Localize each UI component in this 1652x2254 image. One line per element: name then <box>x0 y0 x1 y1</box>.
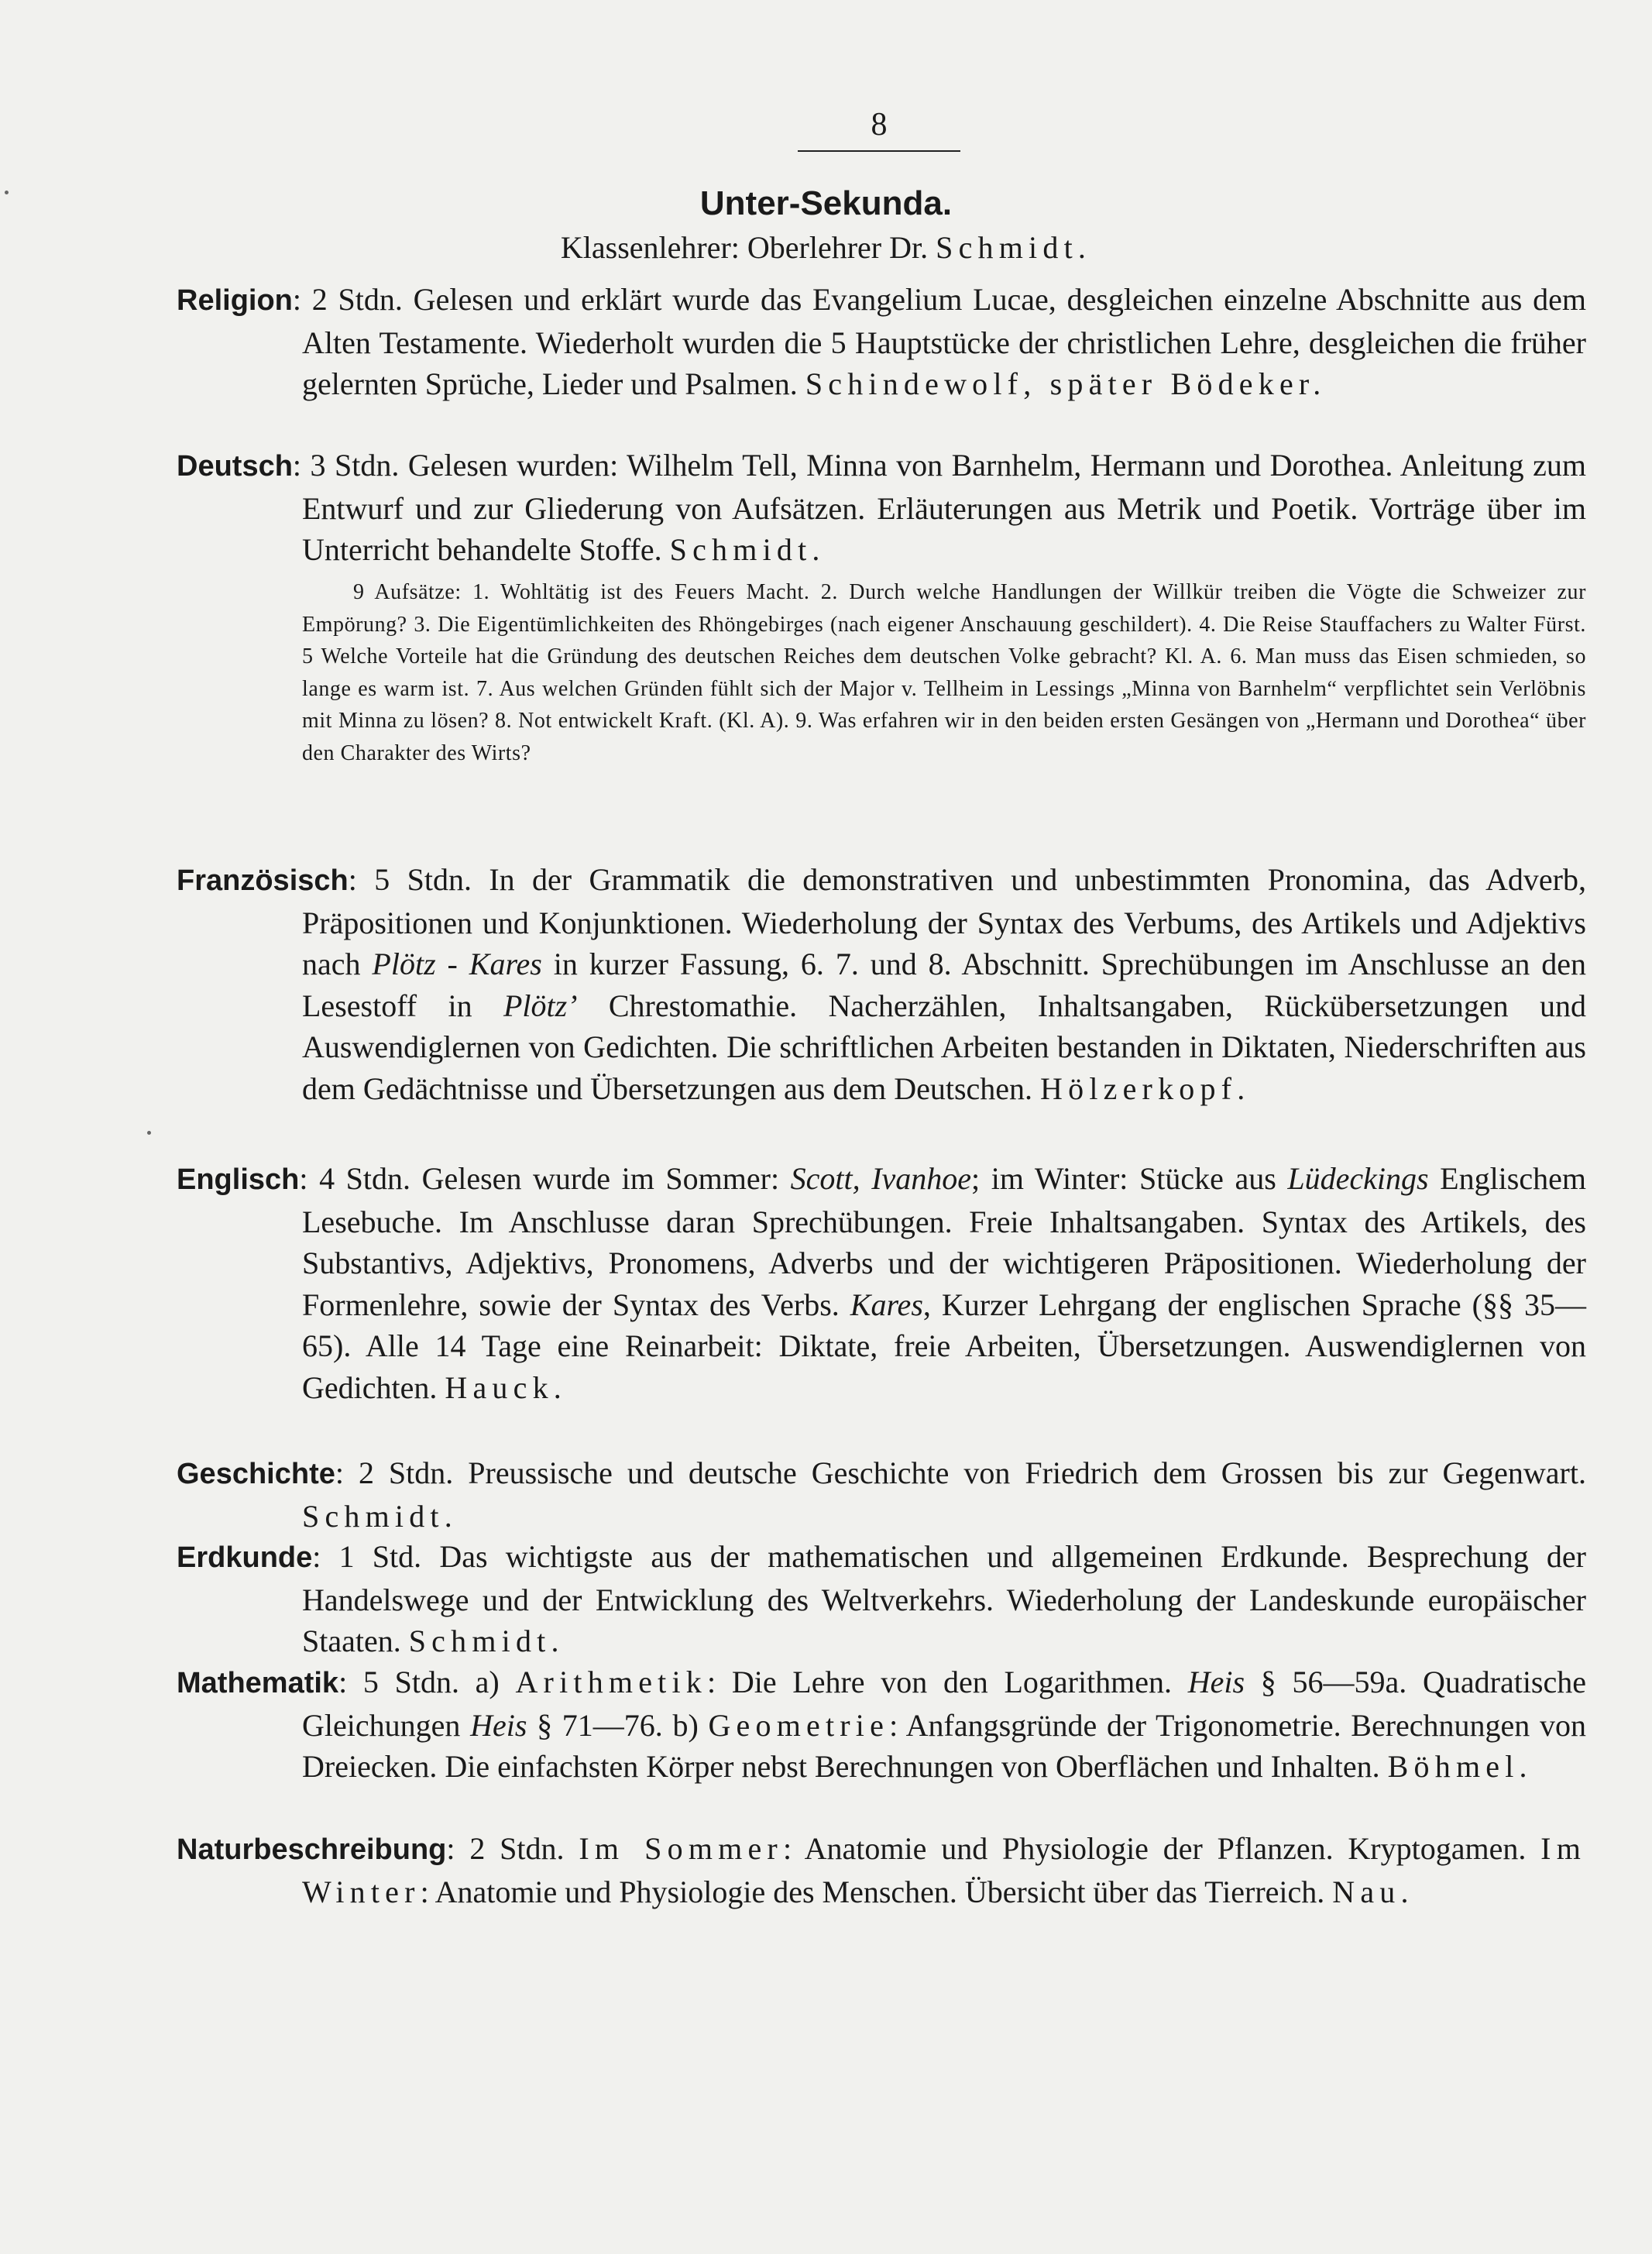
essay-list: 9 Aufsätze: 1. Wohltätig ist des Feuers Macht. 2. Durch welche Handlungen der Willkür treiben die Vögte die Schweizer zur Empörung? 3. Die Eigentümlichkeiten des Rhöngebirges (nach eigener Anschauung geschildert). 4. Die Reise Stauffachers zu Walter Fürst. 5 Welche Vorteile hat die Gründung des deutschen Reiches dem deutschen Volke gebracht? Kl. A. 6. Man muss das Eisen schmieden, so lange es warm ist. 7. Aus welchen Gründen fühlt sich der Major v. Tellheim in Lessings „Minna von Barnhelm“ verpflichtet sein Verlöbnis mit Minna zu lösen? 8. Not entwickelt Kraft. (Kl. A). 9. Was erfahren wir in den beiden ersten Gesängen von „Hermann und Dorothea“ über den Charakter des Wirts? <box>302 580 1586 765</box>
class-teacher-line <box>0 229 1652 266</box>
subject-label: Englisch <box>177 1163 300 1196</box>
subject-label: Deutsch <box>177 450 293 483</box>
section-franzoesisch <box>177 859 1586 1109</box>
class-teacher-label: Klassenlehrer: Oberlehrer Dr. <box>560 230 936 265</box>
subject-label: Religion <box>177 284 293 317</box>
section-text: : Anatomie und Physiologie des Menschen. Übersicht über das Tierreich. <box>420 1874 1333 1909</box>
page-title: Unter-Sekunda. <box>699 184 953 222</box>
book-title: Heis <box>470 1707 527 1743</box>
section-text: ; im Winter: Stücke aus <box>971 1161 1288 1196</box>
section-mathematik <box>177 1661 1586 1788</box>
section-text: : 5 Stdn. In der Grammatik die demonstrativen und unbestimmten Pronomina, das Adverb, Präpositionen und Konjunktionen. Wiederholung der Syntax des Verbums, des Artikels und Adjektivs nach <box>302 862 1586 981</box>
section-text: : 1 Std. Das wichtigste aus der mathematischen und allgemeinen Erdkunde. Besprechung der Handelswege und der Entwicklung des Weltverkehrs. Wiederholung der Landeskunde europäischer Staaten. <box>302 1539 1586 1658</box>
section-text: : 2 Stdn. <box>446 1831 579 1866</box>
topic-label: Geometrie <box>708 1707 890 1743</box>
section-text: : Anatomie und Physiologie der Pflanzen. Kryptogamen. <box>782 1831 1541 1866</box>
section-naturbeschreibung <box>177 1828 1586 1912</box>
subject-label: Erdkunde <box>177 1541 313 1574</box>
season-label: Im Sommer <box>579 1831 783 1866</box>
section-text: : 2 Stdn. Preussische und deutsche Geschichte von Friedrich dem Grossen bis zur Gegenwart. <box>335 1455 1586 1490</box>
topic-label: Arithmetik <box>515 1665 707 1699</box>
section-text: : Die Lehre von den Logarithmen. <box>707 1665 1188 1699</box>
teacher-name: Schmidt. <box>302 1498 458 1534</box>
section-text: : 2 Stdn. Gelesen und erklärt wurde das Evangelium Lucae, desgleichen einzelne Abschnitte aus dem Alten Testamente. Wiederholt wurden die 5 Hauptstücke der christlichen Lehre, desgleichen die früher gelernten Sprüche, Lieder und Psalmen. <box>292 282 1586 401</box>
paper-speck <box>147 1131 151 1135</box>
subject-label: Französisch <box>177 864 349 897</box>
section-englisch <box>177 1158 1586 1408</box>
season-label: Im Winter <box>302 1831 1587 1909</box>
teacher-name: Hauck. <box>445 1369 567 1405</box>
teacher-name: Schmidt. <box>669 532 826 567</box>
book-title: Plötz’ <box>503 988 578 1023</box>
teacher-name: Böhmel. <box>1387 1749 1533 1784</box>
book-title: Lüdeckings <box>1287 1161 1429 1196</box>
section-text: : Anfangsgründe der Trigonometrie. Berechnungen von Dreiecken. Die einfachsten Körper nebst Berechnungen von Oberflächen und Inhalten. <box>302 1707 1586 1784</box>
teacher-name: Schmidt. <box>408 1623 565 1658</box>
section-erdkunde <box>177 1536 1586 1662</box>
subject-label: Naturbeschreibung <box>177 1833 447 1866</box>
book-title: Scott, Ivanhoe <box>790 1161 972 1196</box>
section-text: § 56—59a. Quadratische Gleichungen <box>302 1665 1587 1743</box>
page-number: 8 <box>798 108 960 152</box>
subject-label: Geschichte <box>177 1458 335 1490</box>
section-text: in kurzer Fassung, 6. 7. und 8. Abschnitt. Sprechübungen im Anschlusse an den Lesestoff in <box>302 947 1586 1023</box>
paper-speck <box>5 191 9 194</box>
section-text: , Kurzer Lehrgang der englischen Sprache (§§ 35—65). Alle 14 Tage eine Reinarbeit: Diktate, freie Arbeiten, Übersetzungen. Auswendiglernen von Gedichten. <box>302 1287 1586 1405</box>
teacher-name: Schindewolf, später Bödeker. <box>805 366 1327 401</box>
section-religion <box>177 279 1586 405</box>
section-text: : 3 Stdn. Gelesen wurden: Wilhelm Tell, Minna von Barnhelm, Hermann und Dorothea. Anleitung zum Entwurf und zur Gliederung von Aufsätzen. Erläuterungen aus Metrik und Poetik. Vorträge über im Unterricht behandelte Stoffe. <box>292 448 1586 567</box>
book-title: Heis <box>1187 1665 1245 1699</box>
book-title: Kares <box>850 1287 923 1322</box>
section-text: Chrestomathie. Nacherzählen, Inhaltsangaben, Rückübersetzungen und Auswendiglernen von Gedichten. Die schriftlichen Arbeiten bestanden in Diktaten, Niederschriften aus dem Gedächtnisse und Übersetzungen aus dem Deutschen. <box>302 988 1587 1106</box>
teacher-name: Hölzerkopf. <box>1040 1070 1251 1106</box>
book-title: Plötz - Kares <box>372 947 542 981</box>
section-geschichte <box>177 1452 1586 1537</box>
section-text: : 5 Stdn. a) <box>338 1665 516 1699</box>
section-text: § 71—76. b) <box>527 1707 709 1743</box>
section-text: Englischem Lesebuche. Im Anschlusse daran Sprechübungen. Freie Inhaltsangaben. Syntax des Artikels, des Substantivs, Adjektivs, Pronomens, Adverbs und der wichtigeren Präpositionen. Wiederholung der Formenlehre, sowie der Syntax des Verbs. <box>302 1161 1586 1322</box>
teacher-name: Nau. <box>1332 1874 1414 1909</box>
section-deutsch <box>177 445 1586 571</box>
section-text: : 4 Stdn. Gelesen wurde im Sommer: <box>299 1161 791 1196</box>
subject-label: Mathematik <box>177 1667 339 1699</box>
class-teacher-name: Schmidt. <box>936 230 1092 265</box>
